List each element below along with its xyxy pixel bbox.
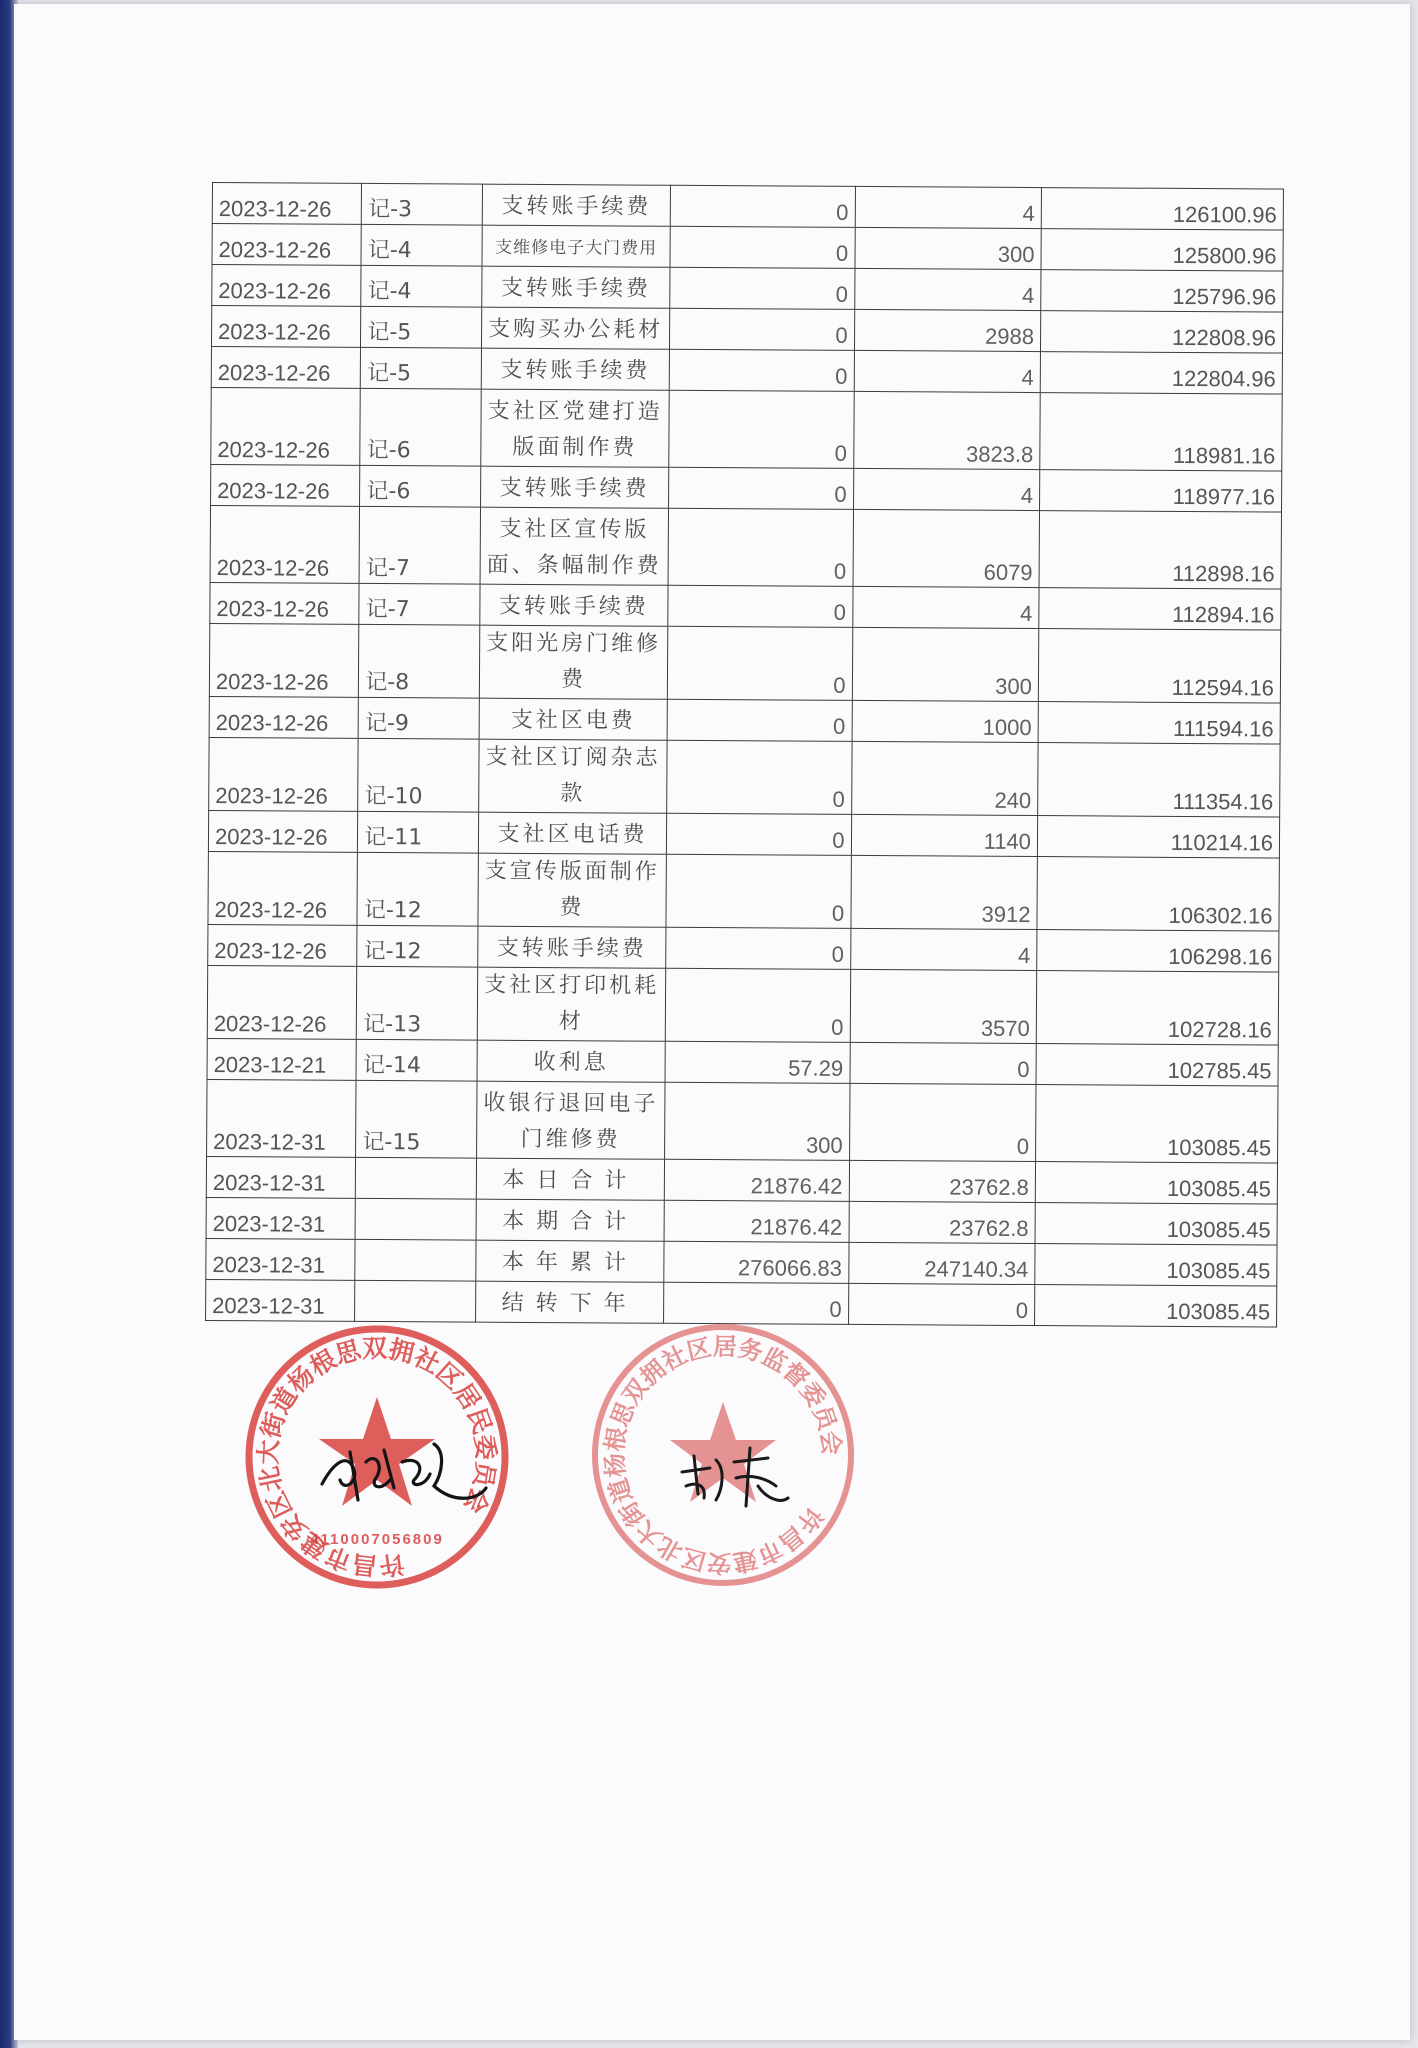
row-balance: 103085.45 <box>1035 1203 1277 1245</box>
row-debit: 21876.42 <box>665 1159 850 1201</box>
row-debit: 57.29 <box>665 1041 850 1083</box>
row-credit: 4 <box>854 268 1041 310</box>
row-description: 支社区订阅杂志款 <box>478 739 667 813</box>
row-balance: 111354.16 <box>1038 743 1280 817</box>
row-voucher: 记-7 <box>359 506 480 584</box>
row-description: 支社区打印机耗材 <box>477 967 666 1041</box>
row-date: 2023-12-31 <box>206 1238 356 1280</box>
row-balance: 112594.16 <box>1038 629 1280 703</box>
row-credit: 3570 <box>850 969 1037 1043</box>
row-date: 2023-12-26 <box>210 582 360 624</box>
row-debit: 276066.83 <box>664 1241 849 1283</box>
row-credit: 3823.8 <box>853 391 1040 469</box>
row-debit: 0 <box>667 813 852 855</box>
row-debit: 0 <box>669 467 854 509</box>
row-voucher <box>356 1157 477 1199</box>
row-balance: 103085.45 <box>1035 1162 1277 1204</box>
row-voucher: 记-5 <box>361 306 482 348</box>
row-debit: 0 <box>670 185 855 227</box>
row-date: 2023-12-26 <box>212 183 362 225</box>
row-voucher: 记-6 <box>360 465 481 507</box>
row-debit: 0 <box>664 1282 849 1324</box>
row-balance: 106298.16 <box>1037 930 1279 972</box>
table-row <box>212 183 1283 231</box>
row-balance: 122808.96 <box>1040 311 1282 353</box>
row-credit: 23762.8 <box>849 1201 1036 1243</box>
row-voucher <box>355 1198 476 1240</box>
row-voucher <box>355 1280 476 1322</box>
row-balance: 112898.16 <box>1039 511 1281 589</box>
row-balance: 102785.45 <box>1036 1044 1278 1086</box>
row-debit: 0 <box>668 626 853 700</box>
row-description: 支社区电话费 <box>478 812 667 854</box>
row-date: 2023-12-26 <box>211 306 361 348</box>
row-debit: 0 <box>667 740 852 814</box>
table-row <box>212 265 1283 313</box>
row-description: 支社区电费 <box>479 698 668 740</box>
row-credit: 0 <box>849 1083 1036 1161</box>
row-debit: 0 <box>670 267 855 309</box>
row-description: 收银行退回电子门维修费 <box>476 1081 665 1159</box>
row-date: 2023-12-26 <box>209 737 359 811</box>
row-credit: 2988 <box>854 309 1041 351</box>
row-credit: 4 <box>850 928 1037 970</box>
row-date: 2023-12-26 <box>208 924 358 966</box>
table-row <box>209 696 1280 744</box>
row-description: 支宣传版面制作费 <box>478 853 667 927</box>
row-debit: 300 <box>665 1082 850 1160</box>
document-page <box>14 4 1410 2040</box>
row-description: 支维修电子大门费用 <box>482 225 671 267</box>
row-credit: 6079 <box>853 509 1040 587</box>
row-voucher: 记-10 <box>358 738 479 812</box>
table-row <box>206 1238 1277 1286</box>
row-debit: 0 <box>668 585 853 627</box>
row-balance: 103085.45 <box>1035 1244 1277 1286</box>
row-debit: 21876.42 <box>664 1200 849 1242</box>
seal-inscription: 许昌市建安区北大街道杨根思双拥社区居民委员会 <box>253 1333 501 1581</box>
row-voucher: 记-9 <box>358 697 479 739</box>
row-credit: 23762.8 <box>849 1160 1036 1202</box>
row-credit: 4 <box>852 586 1039 628</box>
seal-inscription: 许昌市建安区北大街道杨根思双拥社区居务监督委员会 <box>600 1332 846 1578</box>
row-credit: 0 <box>850 1042 1037 1084</box>
row-balance: 126100.96 <box>1041 188 1283 230</box>
row-credit: 0 <box>848 1283 1035 1325</box>
row-balance: 110214.16 <box>1037 816 1279 858</box>
table-row <box>206 1156 1277 1204</box>
row-description: 收利息 <box>477 1040 666 1082</box>
row-date: 2023-12-31 <box>206 1156 356 1198</box>
row-credit: 4 <box>853 468 1040 510</box>
row-description: 本年累计 <box>476 1240 665 1282</box>
row-voucher: 记-11 <box>358 811 479 853</box>
row-date: 2023-12-26 <box>212 224 362 266</box>
row-description: 支转账手续费 <box>482 266 671 308</box>
row-description: 支转账手续费 <box>480 466 669 508</box>
row-credit: 247140.34 <box>848 1242 1035 1284</box>
row-credit: 300 <box>855 227 1042 269</box>
row-voucher: 记-6 <box>360 388 481 466</box>
row-balance: 103085.45 <box>1034 1285 1276 1327</box>
row-credit: 300 <box>852 627 1039 701</box>
row-debit: 0 <box>666 854 851 928</box>
seal-number: 4110007056809 <box>310 1531 444 1548</box>
row-date: 2023-12-31 <box>206 1197 356 1239</box>
table-row <box>211 387 1282 471</box>
row-debit: 0 <box>670 226 855 268</box>
row-voucher <box>355 1239 476 1281</box>
table-row <box>211 347 1282 395</box>
row-balance: 103085.45 <box>1036 1085 1278 1163</box>
row-debit: 0 <box>670 308 855 350</box>
row-debit: 0 <box>666 927 851 969</box>
row-date: 2023-12-26 <box>211 347 361 389</box>
row-debit: 0 <box>669 390 854 468</box>
row-credit: 240 <box>851 741 1038 815</box>
row-balance: 111594.16 <box>1038 702 1280 744</box>
row-voucher: 记-12 <box>357 925 478 967</box>
table-row <box>210 505 1281 589</box>
table-row <box>207 1079 1278 1163</box>
row-voucher: 记-13 <box>357 966 478 1040</box>
row-voucher: 记-7 <box>359 583 480 625</box>
table-row <box>210 582 1281 630</box>
row-date: 2023-12-26 <box>208 851 358 925</box>
table-row <box>211 306 1282 354</box>
row-date: 2023-12-21 <box>207 1038 357 1080</box>
row-balance: 125796.96 <box>1041 270 1283 312</box>
row-credit: 3912 <box>851 855 1038 929</box>
row-balance: 102728.16 <box>1036 971 1278 1045</box>
row-voucher: 记-4 <box>361 265 482 307</box>
row-credit: 1140 <box>851 814 1038 856</box>
row-description: 结转下年 <box>475 1281 664 1323</box>
row-balance: 112894.16 <box>1039 588 1281 630</box>
row-description: 本期合计 <box>476 1199 665 1241</box>
row-description: 支购买办公耗材 <box>481 307 670 349</box>
row-voucher: 记-15 <box>356 1080 477 1158</box>
row-credit: 1000 <box>852 700 1039 742</box>
table-row <box>208 924 1279 972</box>
table-row <box>212 224 1283 272</box>
row-debit: 0 <box>667 699 852 741</box>
row-description: 支转账手续费 <box>481 348 670 390</box>
table-row <box>208 851 1279 931</box>
row-description: 支转账手续费 <box>480 584 669 626</box>
table-row <box>207 965 1278 1045</box>
row-date: 2023-12-26 <box>209 696 359 738</box>
signature-right <box>676 1442 796 1526</box>
row-date: 2023-12-26 <box>208 810 358 852</box>
row-description: 支社区宣传版面、条幅制作费 <box>480 507 669 585</box>
row-description: 本日合计 <box>476 1158 665 1200</box>
table-row <box>206 1197 1277 1245</box>
row-description: 支阳光房门维修费 <box>479 625 668 699</box>
row-balance: 118977.16 <box>1039 470 1281 512</box>
table-row <box>209 737 1280 817</box>
row-voucher: 记-4 <box>361 224 482 266</box>
row-voucher: 记-14 <box>356 1039 477 1081</box>
row-debit: 0 <box>668 508 853 586</box>
row-voucher: 记-5 <box>361 347 482 389</box>
ledger-table <box>205 182 1284 1328</box>
table-row <box>209 623 1280 703</box>
table-row <box>208 810 1279 858</box>
row-description: 支转账手续费 <box>478 926 667 968</box>
row-date: 2023-12-26 <box>211 464 361 506</box>
row-voucher: 记-8 <box>359 624 480 698</box>
row-credit: 4 <box>855 186 1042 228</box>
row-balance: 106302.16 <box>1037 857 1279 931</box>
row-credit: 4 <box>854 350 1041 392</box>
signature-left <box>314 1422 494 1516</box>
row-description: 支转账手续费 <box>482 184 671 226</box>
row-date: 2023-12-26 <box>212 265 362 307</box>
row-voucher: 记-3 <box>362 183 483 225</box>
row-balance: 125800.96 <box>1041 229 1283 271</box>
row-date: 2023-12-26 <box>210 505 360 583</box>
row-description: 支社区党建打造版面制作费 <box>481 389 670 467</box>
table-row <box>211 464 1282 512</box>
row-date: 2023-12-26 <box>211 387 361 465</box>
row-date: 2023-12-26 <box>209 623 359 697</box>
row-date: 2023-12-31 <box>207 1079 357 1157</box>
row-date: 2023-12-31 <box>206 1279 356 1321</box>
row-debit: 0 <box>669 349 854 391</box>
row-date: 2023-12-26 <box>207 965 357 1039</box>
row-balance: 118981.16 <box>1040 393 1282 471</box>
row-voucher: 记-12 <box>357 852 478 926</box>
table-row <box>207 1038 1278 1086</box>
row-debit: 0 <box>666 968 851 1042</box>
row-balance: 122804.96 <box>1040 352 1282 394</box>
